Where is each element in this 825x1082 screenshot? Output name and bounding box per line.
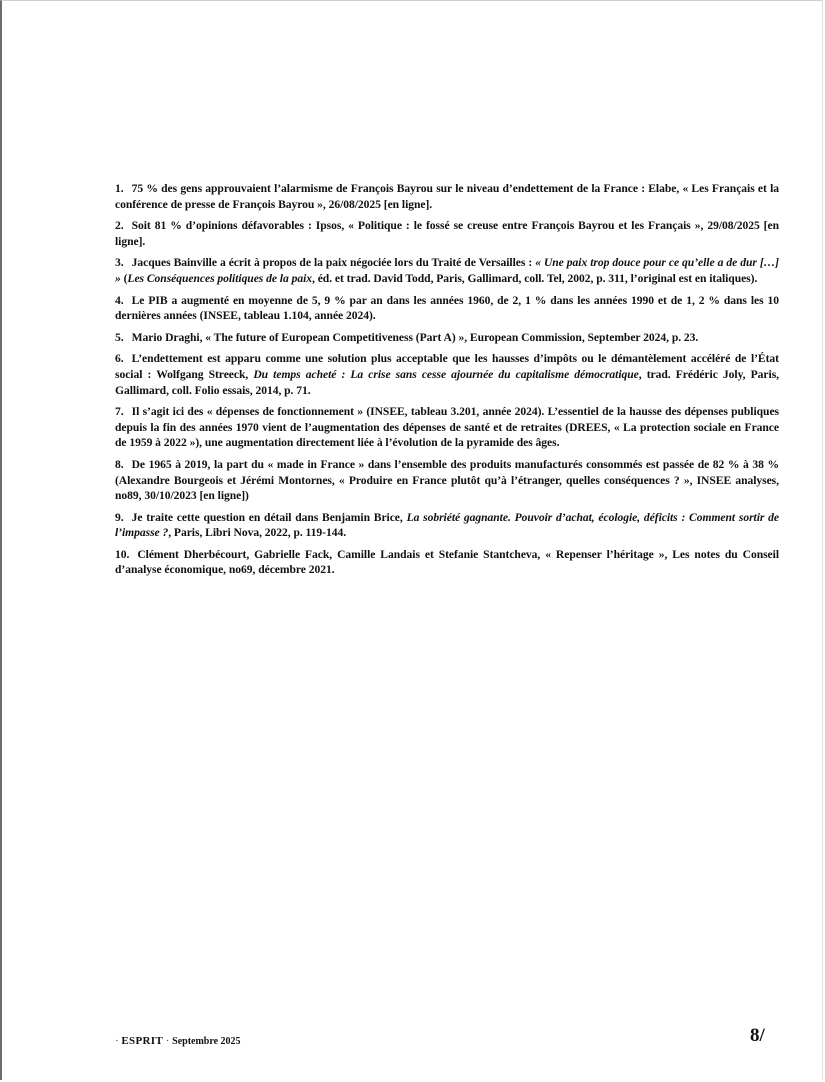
endnote-text: Le PIB a augmenté en moyenne de 5, 9 % par an dans les années 1960, de 2, 1 % dans les années 1990 et de 1, 2 % dans les 10 dernières années (INSEE, tableau 1.104, année 2024). (115, 293, 779, 323)
endnote-italic-text: Les Conséquences politiques de la paix (127, 271, 312, 285)
endnote-text: , trad. Frédéric Joly, Paris, Gallimard, coll. Folio essais, 2014, p. 71. (115, 367, 779, 397)
endnote-item (115, 404, 779, 451)
endnote-text: L’endettement est apparu comme une solution plus acceptable que les hausses d’impôts ou le démantèlement accéléré de l’État social : Wolfgang Streeck, (115, 352, 779, 381)
journal-name: ESPRIT (121, 1035, 163, 1047)
endnote-text: Je traite cette question en détail dans Benjamin Brice, (131, 510, 407, 524)
endnote-item (115, 181, 779, 212)
endnote-number: 7. (115, 405, 124, 419)
issue-date: Septembre 2025 (172, 1036, 241, 1047)
endnote-number: 9. (115, 510, 124, 524)
endnote-item (115, 330, 779, 346)
endnote-number: 8. (115, 457, 124, 471)
endnote-italic-text: La sobriété gagnante. Pouvoir d’achat, écologie, déficits : Comment sortir de l’impasse ? (115, 510, 779, 540)
endnote-text: Soit 81 % d’opinions défavorables : Ipsos, « Politique : le fossé se creuse entre François Bayrou et les Français », 29/08/2025 [en ligne]. (115, 219, 779, 248)
endnote-text: Il s’agit ici des « dépenses de fonctionnement » (INSEE, tableau 3.201, année 2024). L’essentiel de la hausse des dépenses publiques depuis la fin des années 1970 vient de l’augmentation des dépenses de santé et de retraites (DREES, « La protection sociale en France de 1959 à 2022 »), une augmentation directement liée à l’évolution de la pyramide des âges. (115, 405, 779, 450)
endnote-text: Clément Dherbécourt, Gabrielle Fack, Camille Landais et Stefanie Stantcheva, « Repenser l’héritage », Les notes du Conseil d’analyse économique, no69, décembre 2021. (115, 547, 779, 577)
endnote-italic-text: Du temps acheté : La crise sans cesse ajournée du capitalisme démocratique (253, 367, 639, 381)
page-number: 8/ (750, 1025, 765, 1046)
endnote-item (115, 510, 779, 541)
endnote-number: 6. (115, 352, 124, 366)
endnote-text: 75 % des gens approuvaient l’alarmisme de François Bayrou sur le niveau d’endettement de la France : Elabe, « Les Français et la conférence de presse de François Bayrou », 26/08/2025 [en ligne]. (115, 182, 779, 211)
endnote-text: Jacques Bainville a écrit à propos de la paix négociée lors du Traité de Versailles : (131, 256, 536, 270)
endnote-number: 1. (115, 182, 124, 195)
endnote-text: Mario Draghi, « The future of European Competitiveness (Part A) », European Commission, September 2024, p. 23. (131, 330, 699, 344)
footer-separator: · (165, 1035, 170, 1047)
endnote-item (115, 547, 779, 578)
endnote-number: 2. (115, 219, 124, 233)
endnote-number: 10. (115, 547, 130, 561)
endnote-number: 3. (115, 256, 124, 270)
endnote-text: ( (120, 271, 128, 285)
endnote-italic-text: « Une paix trop douce pour ce qu’elle a de dur […] » (115, 256, 779, 285)
endnote-number: 5. (115, 330, 124, 344)
endnote-item (115, 255, 779, 286)
footer-separator: · (115, 1035, 119, 1047)
endnote-item (115, 293, 779, 324)
endnotes-list (115, 181, 779, 584)
endnote-item (115, 351, 779, 398)
endnote-number: 4. (115, 293, 124, 307)
page-footer (115, 1035, 241, 1047)
endnote-item (115, 457, 779, 504)
endnote-item (115, 218, 779, 249)
endnote-text: , éd. et trad. David Todd, Paris, Gallimard, coll. Tel, 2002, p. 311, l’original est en italiques). (312, 271, 758, 285)
endnote-text: , Paris, Libri Nova, 2022, p. 119-144. (168, 526, 347, 540)
endnote-text: De 1965 à 2019, la part du « made in France » dans l’ensemble des produits manufacturés consommés est passée de 82 % à 38 % (Alexandre Bourgeois et Jérémi Montornes, « Produire en France plutôt qu’à l’étranger, quelles conséquences ? », INSEE analyses, no89, 30/10/2023 [en ligne]) (115, 457, 779, 503)
